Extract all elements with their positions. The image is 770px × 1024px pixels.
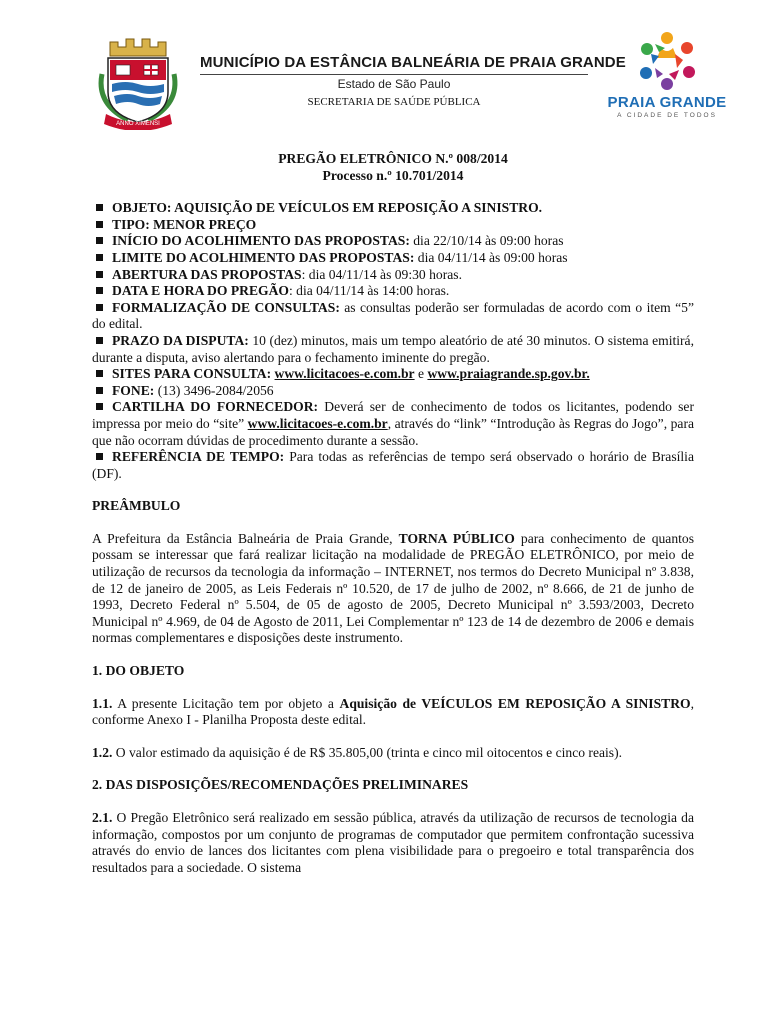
list-item-abertura: ABERTURA DAS PROPOSTAS: dia 04/11/14 às 09:30 horas. <box>92 267 694 284</box>
list-item-tipo: TIPO: MENOR PREÇO <box>92 217 694 234</box>
paragraph-1-1: 1.1. A presente Licitação tem por objeto a Aquisição de VEÍCULOS EM REPOSIÇÃO A SINISTRO, conforme Anexo I - Planilha Proposta deste edital. <box>92 695 694 728</box>
list-item-cartilha: CARTILHA DO FORNECEDOR: Deverá ser de conhecimento de todos os licitantes, podendo ser impressa por meio do “site” www.licitacoes-e.com.br, através do “link” “Introdução às Regras do Jogo”, para que não ocorram dúvidas de procedimento durante a sessão. <box>92 399 695 448</box>
logo-wordmark: PRAIA GRANDE <box>607 94 727 111</box>
bullet-icon <box>96 204 103 211</box>
link-cartilha[interactable]: www.licitacoes-e.com.br <box>247 415 388 431</box>
process-number: Processo n.º 10.701/2014 <box>322 167 464 183</box>
summary-list <box>92 200 694 482</box>
bullet-icon <box>96 254 103 261</box>
bullet-icon <box>96 271 103 278</box>
bullet-icon <box>96 403 103 410</box>
document-title <box>92 151 694 184</box>
paragraph-2-1: 2.1. O Pregão Eletrônico será realizado em sessão pública, através da utilização de recursos de tecnologia da informação, compostos por um conjunto de programas de computador que permitem confrontação sucessiva através do envio de lances dos licitantes com plena visibilidade para o pregoeiro e total transparência dos resultados para a sociedade. O sistema <box>92 810 694 875</box>
list-item-data-hora: DATA E HORA DO PREGÃO: dia 04/11/14 às 14:00 horas. <box>92 283 694 300</box>
state-name: Estado de São Paulo <box>337 77 451 91</box>
preambulo-heading: PREÂMBULO <box>92 498 181 514</box>
bullet-icon <box>96 370 103 377</box>
list-item-formalizacao: FORMALIZAÇÃO DE CONSULTAS: as consultas poderão ser formuladas de acordo com o item “5” do edital. <box>92 299 694 332</box>
document-body <box>92 151 694 892</box>
paragraph-1-2: 1.2. O valor estimado da aquisição é de R$ 35.805,00 (trinta e cinco mil oitocentos e cinco reais). <box>92 744 623 760</box>
bullet-icon <box>96 453 103 460</box>
preambulo-paragraph: A Prefeitura da Estância Balneária de Praia Grande, TORNA PÚBLICO para conhecimento de quantos possam se interessar que fará realizar licitação na modalidade de PREGÃO ELETRÔNICO, por meio de utilização de recursos da tecnologia da informação – INTERNET, nos termos do Decreto Municipal nº 3.838, de 12 de janeiro de 2005, as Leis Federais nº 10.520, de 17 de julho de 2002, nº 8.666, de 21 de junho de 1993, Decreto Federal nº 5.504, de 05 de agosto de 2005, Decreto Municipal nº 3.593/2003, Decreto Municipal nº 4.969, de 04 de Agosto de 2011, Lei Complementar nº 123 de 14 de dezembro de 2006 e demais normas complementares e disposições deste instrumento. <box>92 530 694 646</box>
section-2-heading: 2. DAS DISPOSIÇÕES/RECOMENDAÇÕES PRELIMINARES <box>92 777 469 793</box>
list-item-limite: LIMITE DO ACOLHIMENTO DAS PROPOSTAS: dia 04/11/14 às 09:00 horas <box>92 250 694 267</box>
letterhead <box>0 28 770 128</box>
municipal-crest-icon <box>88 34 188 130</box>
bullet-icon <box>96 287 103 294</box>
bullet-icon <box>96 337 103 344</box>
list-item-sites: SITES PARA CONSULTA: www.licitacoes-e.com.br e www.praiagrande.sp.gov.br. <box>92 366 694 383</box>
list-item-referencia: REFERÊNCIA DE TEMPO: Para todas as referências de tempo será observado o horário de Brasília (DF). <box>92 449 694 481</box>
link-licitacoes[interactable]: www.licitacoes-e.com.br <box>274 366 415 382</box>
list-item-prazo: PRAZO DA DISPUTA: 10 (dez) minutos, mais um tempo aleatório de até 30 minutos. O sistema emitirá, durante a disputa, aviso alertando para o fechamento iminente do pregão. <box>92 332 694 365</box>
link-praiagrande[interactable]: www.praiagrande.sp.gov.br. <box>427 366 590 382</box>
section-1-heading: 1. DO OBJETO <box>92 663 185 679</box>
header-divider <box>200 74 588 75</box>
secretariat-name: SECRETARIA DE SAÚDE PÚBLICA <box>307 96 481 108</box>
bullet-icon <box>96 387 103 394</box>
list-item-inicio: INÍCIO DO ACOLHIMENTO DAS PROPOSTAS: dia 22/10/14 às 09:00 horas <box>92 233 694 250</box>
bullet-icon <box>96 304 103 311</box>
list-item-objeto: OBJETO: AQUISIÇÃO DE VEÍCULOS EM REPOSIÇÃO A SINISTRO. <box>92 200 694 217</box>
bullet-icon <box>96 221 103 228</box>
municipality-title: MUNICÍPIO DA ESTÂNCIA BALNEÁRIA DE PRAIA GRANDE <box>200 54 626 71</box>
bullet-icon <box>96 237 103 244</box>
crest-motto: ANNO XIMENSI <box>116 121 160 127</box>
logo-tagline: A CIDADE DE TODOS <box>617 112 717 119</box>
edital-number: PREGÃO ELETRÔNICO N.º 008/2014 <box>278 151 508 166</box>
list-item-fone: FONE: (13) 3496-2084/2056 <box>92 383 694 400</box>
